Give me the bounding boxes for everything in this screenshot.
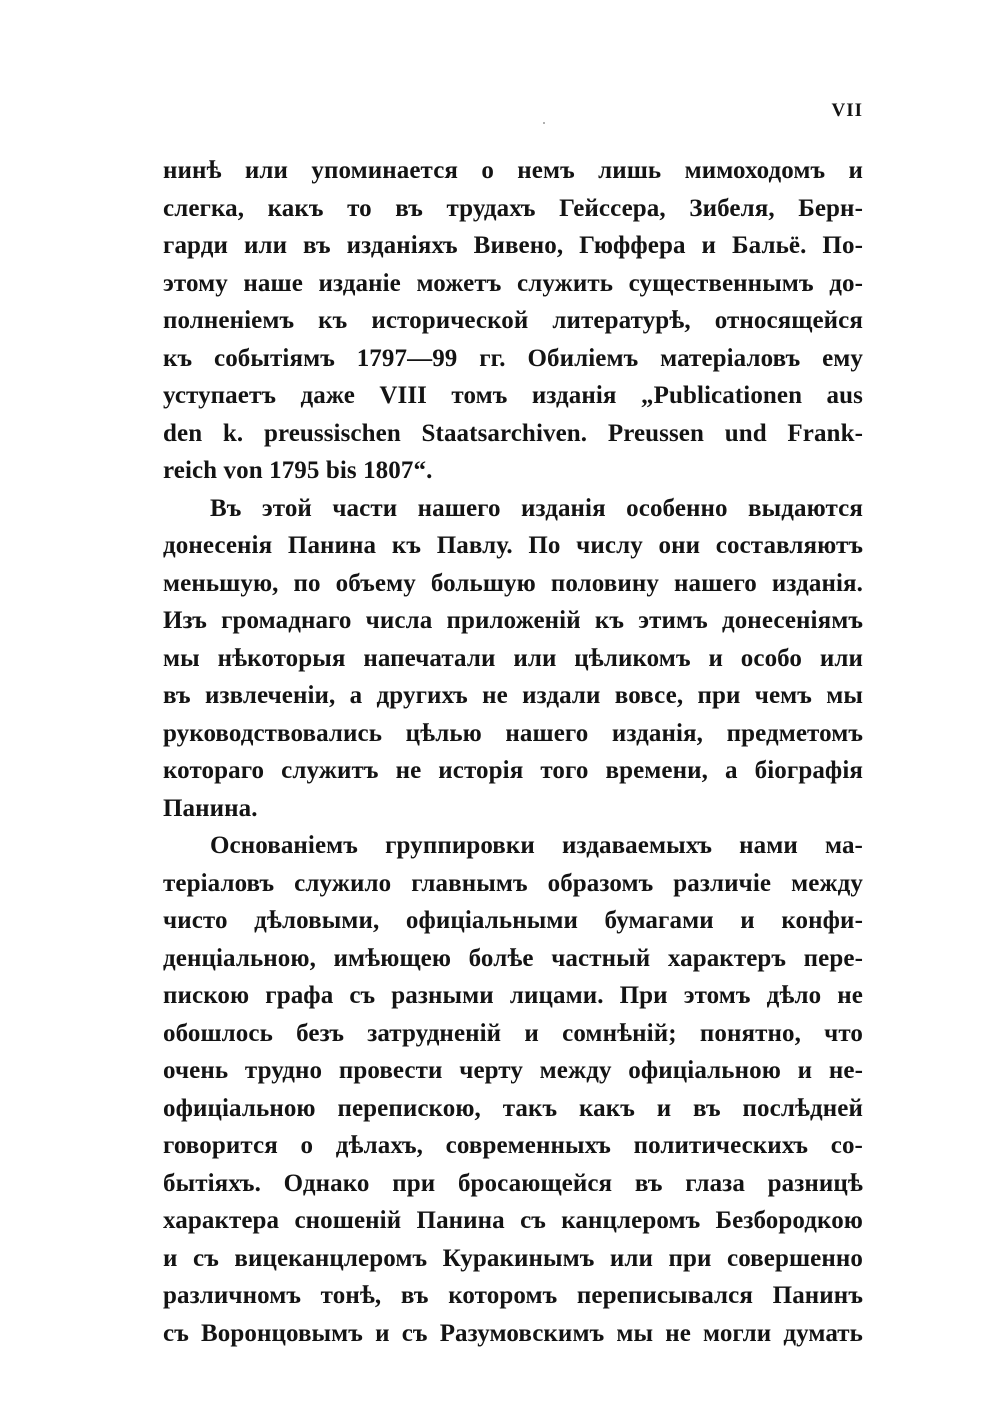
scan-speck bbox=[543, 122, 545, 124]
text-line: бытіяхъ. Однако при бросающейся въ глаза разницѣ bbox=[163, 1169, 863, 1197]
text-line: Изъ громаднаго числа приложеній къ этимъ донесеніямъ bbox=[163, 607, 863, 634]
text-line: очень трудно провести черту между офиціальною и не- bbox=[163, 1057, 863, 1084]
text-line: мы нѣкоторыя напечатали или цѣликомъ и особо или bbox=[163, 644, 863, 672]
text-line: теріаловъ служило главнымъ образомъ различіе между bbox=[163, 869, 863, 897]
text-line: полненіемъ къ исторической литературѣ, относящейся bbox=[163, 307, 863, 334]
text-line: уступаетъ даже VIII томъ изданія „Publicationen aus bbox=[163, 382, 863, 409]
text-line: Основаніемъ группировки издаваемыхъ нами ма- bbox=[210, 832, 863, 859]
text-line: къ событіямъ 1797—99 гг. Обиліемъ матеріаловъ ему bbox=[163, 344, 863, 372]
text-line: этому наше изданіе можетъ служить существеннымъ до- bbox=[163, 269, 863, 297]
text-line: въ извлеченіи, а другихъ не издали вовсе, при чемъ мы bbox=[163, 682, 863, 709]
text-line: меньшую, по объему большую половину нашего изданія. bbox=[163, 569, 863, 597]
text-line: говорится о дѣлахъ, современныхъ политическихъ со- bbox=[163, 1132, 863, 1159]
text-line: Панина. bbox=[163, 794, 258, 822]
text-line: reich von 1795 bis 1807“. bbox=[163, 457, 433, 484]
text-line: офиціальною перепискою, такъ какъ и въ послѣдней bbox=[163, 1094, 863, 1122]
text-line: Въ этой части нашего изданія особенно выдаются bbox=[210, 494, 863, 522]
text-line: гарди или въ изданіяхъ Вивено, Гюффера и Бальё. По- bbox=[163, 232, 863, 259]
text-line: чисто дѣловыми, офиціальными бумагами и конфи- bbox=[163, 907, 863, 934]
text-line: слегка, какъ то въ трудахъ Гейссера, Зибеля, Берн- bbox=[163, 194, 863, 222]
text-line: den k. preussischen Staatsarchiven. Preussen und Frank- bbox=[163, 419, 863, 447]
text-line: донесенія Панина къ Павлу. По числу они составляютъ bbox=[163, 532, 863, 559]
text-line: руководствовались цѣлью нашего изданія, предметомъ bbox=[163, 719, 863, 747]
text-line: обошлось безъ затрудненій и сомнѣній; понятно, что bbox=[163, 1019, 863, 1047]
text-line: нинѣ или упоминается о немъ лишь мимоходомъ и bbox=[163, 157, 863, 184]
text-line: характера сношеній Панина съ канцлеромъ Безбородкою bbox=[163, 1207, 863, 1234]
text-line: котораго служитъ не исторія того времени, а біографія bbox=[163, 757, 863, 784]
body-text bbox=[163, 152, 863, 1352]
text-line: пискою графа съ разными лицами. При этомъ дѣло не bbox=[163, 982, 863, 1009]
text-line: денціальною, имѣющею болѣе частный характеръ пере- bbox=[163, 944, 863, 972]
text-line: съ Воронцовымъ и съ Разумовскимъ мы не могли думать bbox=[163, 1319, 863, 1347]
text-line: различномъ тонѣ, въ которомъ переписывался Панинъ bbox=[163, 1282, 863, 1309]
text-line: и съ вицеканцлеромъ Куракинымъ или при совершенно bbox=[163, 1244, 863, 1272]
page-number: VII bbox=[831, 100, 863, 121]
